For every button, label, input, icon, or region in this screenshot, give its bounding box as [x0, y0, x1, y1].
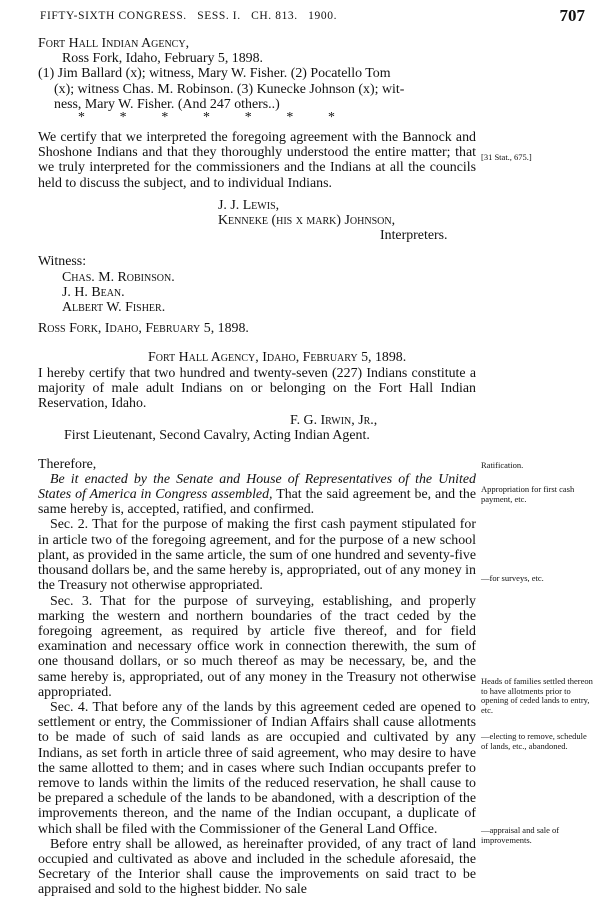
signatory-line-2: (x); witness Chas. M. Robinson. (3) Kunecke Johnson (x); wit- [54, 81, 405, 97]
header-congress-session: FIFTY-SIXTH CONGRESS. SESS. I. CH. 813. 1900. [40, 10, 338, 22]
interpreter-2: Kenneke (his x mark) Johnson, [218, 213, 396, 229]
section-2: Sec. 2. That for the purpose of making the first cash payment stipulated for in article two of the foregoing agreement, and for the purpose of a new school plant, as provided in the same article, the sum of one hundred and seventy-five thousand dollars be, and the same hereby is, appropriated, out of any money in the Treasury not otherwise appropriated. [38, 517, 476, 594]
agency-place-date: Ross Fork, Idaho, February 5, 1898. [62, 51, 264, 67]
interpreter-1: J. J. Lewis, [218, 197, 280, 213]
margin-note-ratification: Ratification. [481, 460, 524, 470]
interpreters-role: Interpreters. [380, 228, 448, 244]
interpreters-certification: We certify that we interpreted the foregoing agreement with the Bannock and Shoshone Indians and that they thoroughly understood the entire matter; that we truly interpreted for the commissioners and the Indians at all the councils held to discuss the subject, and to individual Indians. [38, 130, 476, 191]
margin-note-stat-ref: [31 Stat., 675.] [481, 152, 532, 162]
margin-note-appropriation: Appropriation for first cash payment, etc. [481, 484, 575, 504]
omission-stars: * * * * * * * [78, 110, 335, 126]
signatory-line-1: (1) Jim Ballard (x); witness, Mary W. Fisher. (2) Pocatello Tom [38, 66, 391, 82]
enacting-clause-italic: Be it enacted by the Senate and House of Representatives of the United States of America in Congress assembled, [38, 471, 476, 503]
running-header [40, 6, 585, 28]
witness-name-2: J. H. Bean. [62, 284, 125, 300]
agency-heading: Fort Hall Indian Agency, [38, 36, 190, 51]
certificate-heading: Fort Hall Agency, Idaho, February 5, 1898. [148, 350, 407, 366]
enacting-clause [38, 472, 476, 518]
main-text-column [38, 36, 476, 898]
witness-name-3: Albert W. Fisher. [62, 300, 166, 316]
certificate-signer: F. G. Irwin, Jr., [290, 413, 378, 429]
section-3: Sec. 3. That for the purpose of surveying, establishing, and properly marking the western and northern boundaries of the tract ceded by the foregoing agreement, as required by article five thereof, and for field examination and necessary office work in connection therewith, the sum of one thousand dollars, or so much thereof as may be necessary, be, and the same hereby is, appropriated, out of any money in the Treasury not otherwise appropriated. [38, 593, 476, 700]
signatory-line-3: ness, Mary W. Fisher. (And 247 others..) [54, 96, 280, 112]
therefore-line: Therefore, [38, 456, 97, 472]
before-entry-paragraph: Before entry shall be allowed, as hereinafter provided, of any tract of land occupied and cultivated as above and included in the schedule aforesaid, the Secretary of the Interior shall cause the improvements on said tract to be appraised and sold to the highest bidder. No sale [38, 836, 476, 898]
margin-note-electing-to-remove: —electing to remove, schedule of lands, etc., abandoned. [481, 731, 587, 751]
witness-place-date: Ross Fork, Idaho, February 5, 1898. [38, 321, 249, 337]
margin-note-heads-of-families: Heads of families settled thereon to have allotments prior to opening of ceded lands to entry, etc. [481, 676, 593, 715]
margin-note-appraisal: —appraisal and sale of improvements. [481, 825, 560, 845]
margin-note-surveys: —for surveys, etc. [481, 573, 544, 583]
section-4: Sec. 4. That before any of the lands by this agreement ceded are opened to settlement or entry, the Commissioner of Indian Affairs shall cause allotments to be made of such of said lands as are occupied and cultivated by any Indians, as set forth in article three of said agreement, who may desire to have the same allotted to them; and in cases where such Indian occupants prefer to remove to lands within the limits of the reduced reservation, he shall cause to be prepared a schedule of the lands to be abandoned, with a description of the improvements thereon, and the name of the Indian occupant, a duplicate of which shall be filed with the Commissioner of the General Land Office. [38, 699, 476, 837]
witness-label: Witness: [38, 254, 87, 270]
certificate-signer-title: First Lieutenant, Second Cavalry, Acting Indian Agent. [64, 428, 370, 444]
witness-name-1: Chas. M. Robinson. [62, 269, 175, 285]
enacting-clause-rest: That the said agreement be, and the same hereby is, accepted, ratified, and confirmed. [38, 487, 476, 518]
page-number: 707 [559, 6, 585, 25]
certificate-body: I hereby certify that two hundred and twenty-seven (227) Indians constitute a majority of male adult Indians on or belonging on the Fort Hall Indian Reservation, Idaho. [38, 365, 476, 412]
